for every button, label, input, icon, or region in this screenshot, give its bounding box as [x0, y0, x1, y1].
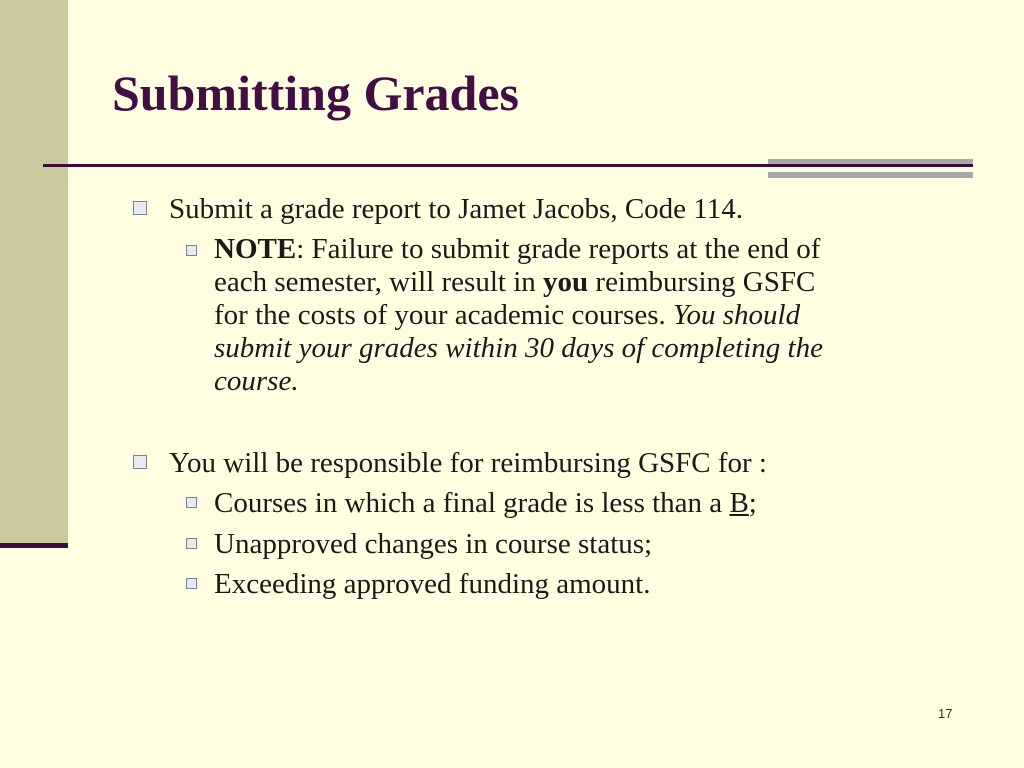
- square-bullet-icon: [186, 538, 197, 549]
- note-line-3: [214, 301, 800, 330]
- square-bullet-icon: [186, 578, 197, 589]
- square-bullet-icon: [186, 497, 197, 508]
- sub-bullet-grade-text: Courses in which a final grade is less than a: [214, 487, 730, 519]
- title-rule-gray-bottom: [768, 172, 973, 178]
- slide-title: Submitting Grades: [112, 65, 520, 121]
- grade-letter: B: [729, 487, 749, 519]
- note-line-2: [214, 268, 815, 297]
- note-emphasis-you: you: [543, 266, 589, 298]
- square-bullet-icon: [133, 455, 147, 469]
- slide-number: 17: [938, 706, 953, 721]
- note-line-3-pre: for the costs of your academic courses.: [214, 299, 674, 331]
- side-bar-accent-line: [0, 543, 68, 548]
- bullet-responsible: You will be responsible for reimbursing GSFC for :: [169, 447, 767, 479]
- sub-bullet-grade-end: ;: [748, 487, 757, 519]
- note-line-2-pre: each semester, will result in: [214, 266, 544, 298]
- note-label: NOTE: [214, 233, 297, 265]
- note-line-1-text: : Failure to submit grade reports at the end of: [296, 233, 821, 265]
- square-bullet-icon: [186, 245, 197, 256]
- bullet-grade-report: Submit a grade report to Jamet Jacobs, Code 114.: [169, 193, 743, 225]
- title-rule: [43, 164, 973, 167]
- note-line-2-post: reimbursing GSFC: [588, 266, 816, 298]
- sub-bullet-grade: [214, 489, 757, 518]
- sub-bullet-funding: Exceeding approved funding amount.: [214, 568, 651, 600]
- note-line-3-italic: You should: [673, 299, 801, 331]
- sub-bullet-status: Unapproved changes in course status;: [214, 528, 653, 560]
- note-line-4: submit your grades within 30 days of completing the: [214, 332, 823, 364]
- note-line-5: course.: [214, 365, 299, 397]
- square-bullet-icon: [133, 201, 147, 215]
- side-bar: [0, 0, 68, 546]
- note-line-1: [214, 235, 820, 264]
